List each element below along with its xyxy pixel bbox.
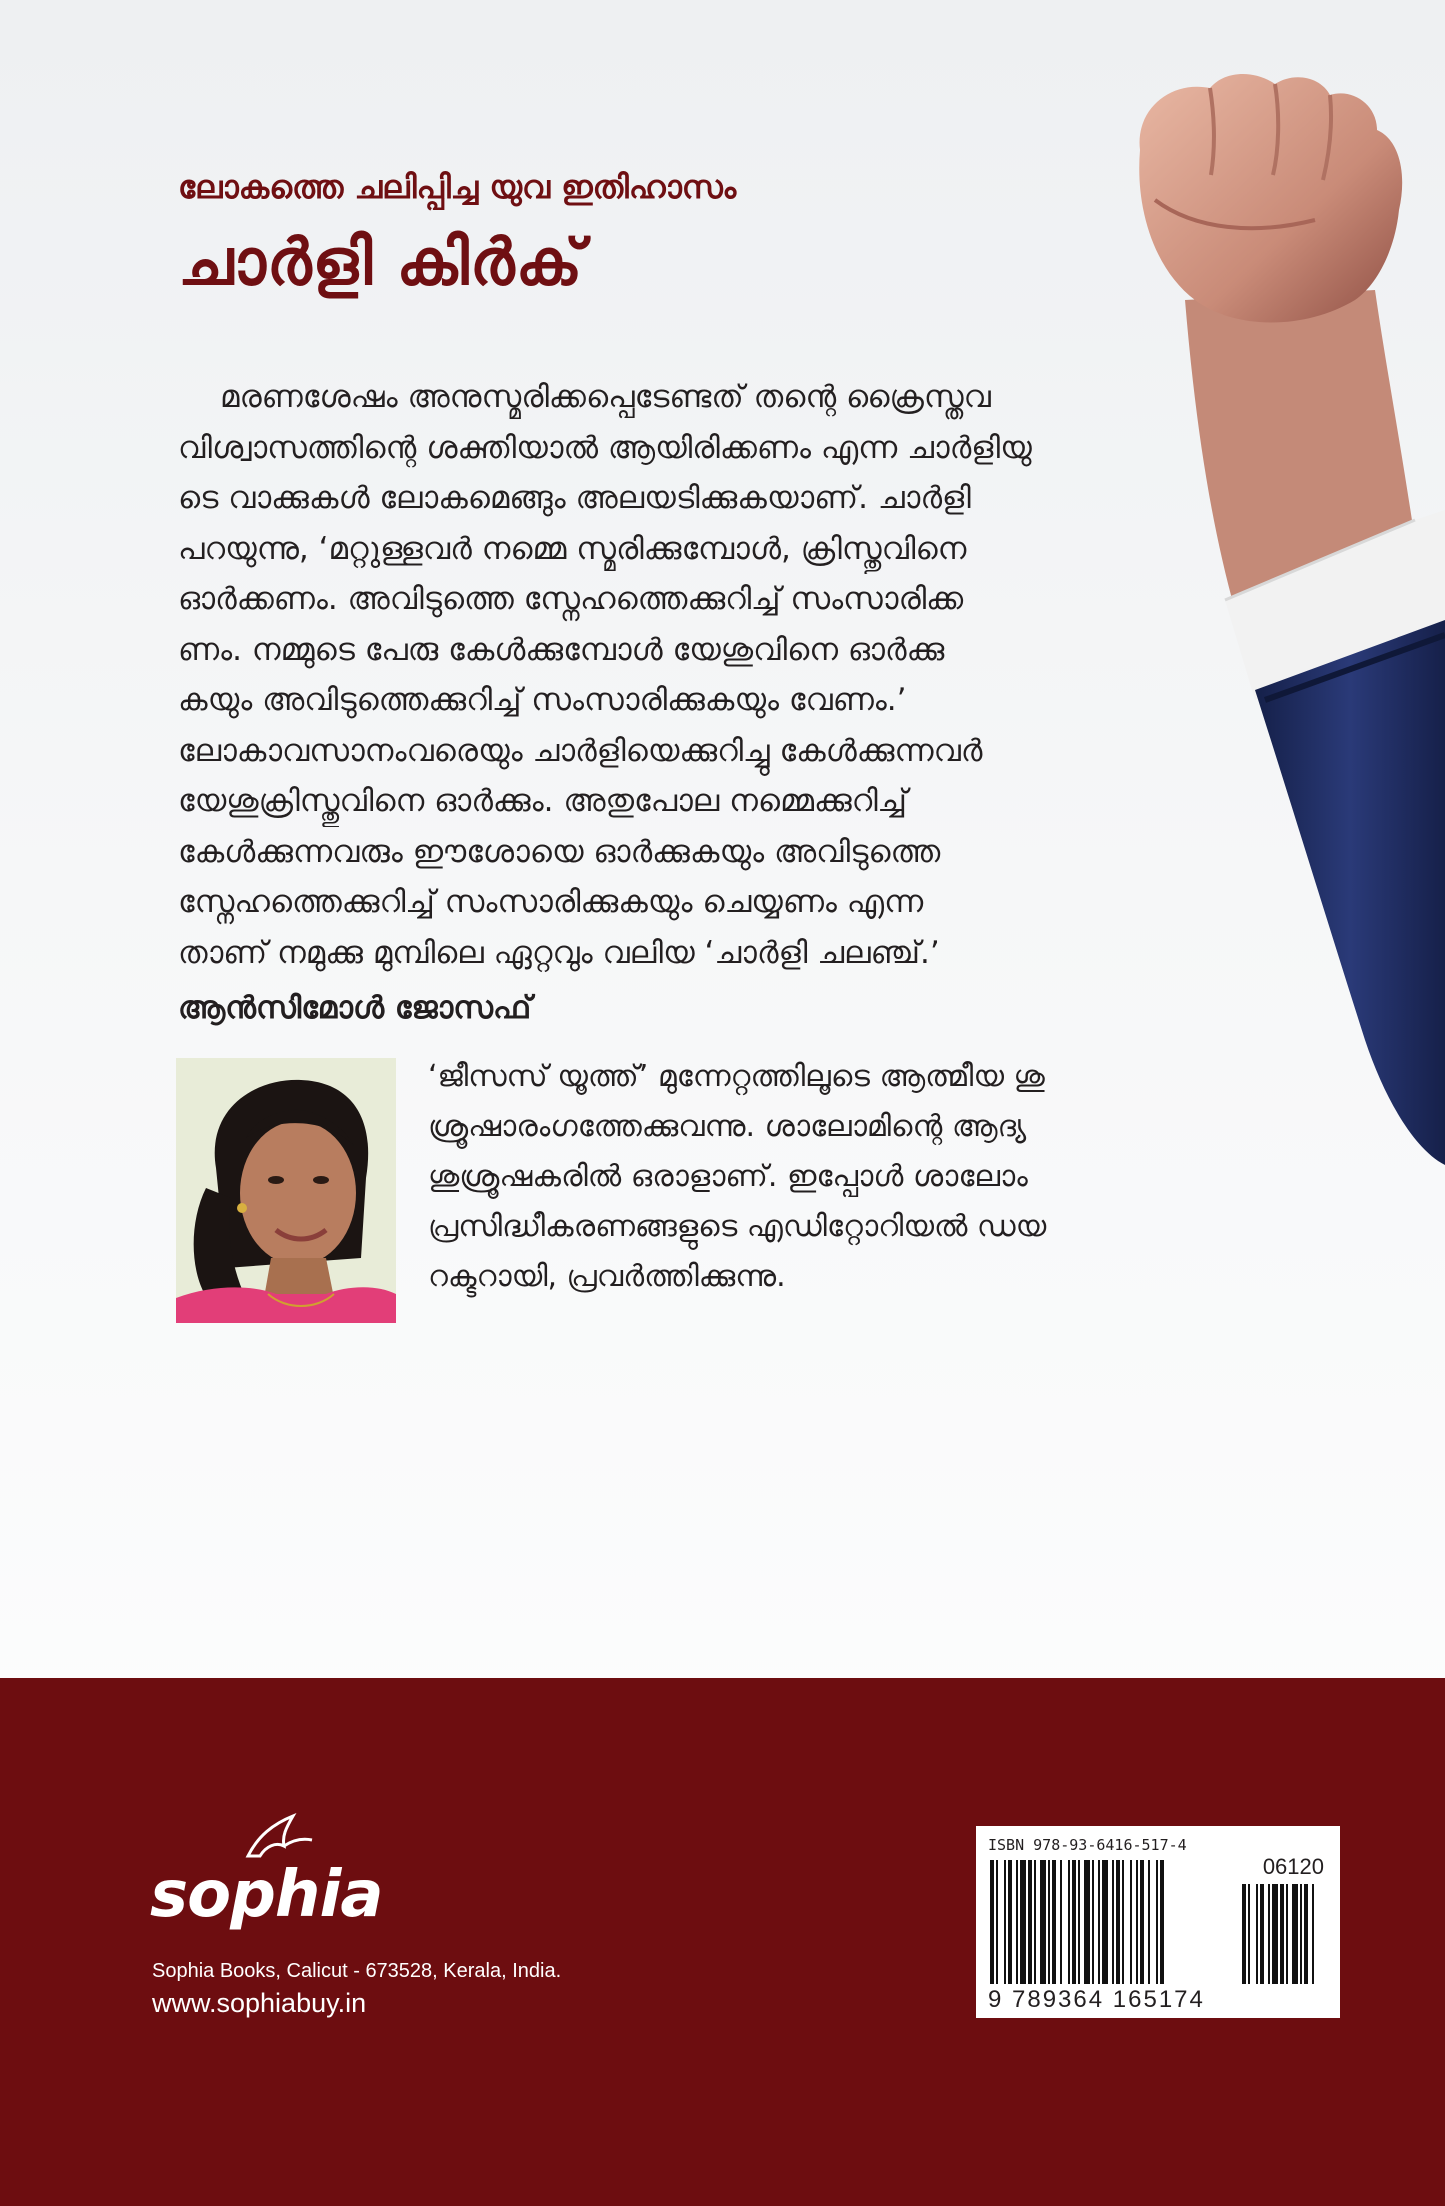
blurb-line: വിശ്വാസത്തിന്റെ ശക്തിയാൽ ആയിരിക്കണം എന്ന ചാർളിയു: [178, 429, 1032, 466]
bio-line: റക്ടറായി, പ്രവർത്തിക്കുന്നു.: [428, 1259, 786, 1294]
barcode-bar: [1004, 1860, 1006, 1984]
blurb-line: മരണശേഷം അനുസ്മരിക്കപ്പെടേണ്ടത് തന്റെ ക്രൈസ്തവ: [220, 379, 991, 415]
barcode-bar: [990, 1860, 994, 1984]
barcode-bar: [1116, 1860, 1120, 1984]
dove-icon: [238, 1806, 318, 1866]
barcode-bar: [1136, 1860, 1138, 1984]
isbn-label: ISBN 978-93-6416-517-4: [988, 1836, 1187, 1854]
bio-line: പ്രസിദ്ധീകരണങ്ങളുടെ എഡിറ്റോറിയൽ ഡയ: [428, 1209, 1047, 1244]
author-name: ആൻസിമോൾ ജോസഫ്: [178, 990, 532, 1026]
blurb-line: ടെ വാക്കുകൾ ലോകമെങ്ങും അലയടിക്കുകയാണ്. ചാർളി: [178, 480, 971, 516]
blurb-line: ണം. നമ്മുടെ പേരു കേൾക്കുമ്പോൾ യേശുവിനെ ഓർക്കു: [178, 631, 945, 668]
barcode-bar: [1052, 1860, 1056, 1984]
barcode-addon-bar: [1268, 1884, 1270, 1984]
author-bio: [428, 1052, 1208, 1302]
blurb-line: താണ് നമുക്കു മുമ്പിലെ ഏറ്റവും വലിയ ‘ചാർളി ചലഞ്ച്.’: [178, 934, 940, 971]
barcode-bar: [1112, 1860, 1114, 1984]
blurb-line: സ്നേഹത്തെക്കുറിച്ച് സംസാരിക്കുകയും ചെയ്യണം എന്ന: [178, 884, 924, 920]
barcode-addon-bar: [1286, 1884, 1288, 1984]
blurb-line: ലോകാവസാനംവരെയും ചാർളിയെക്കുറിച്ചു കേൾക്കുന്നവർ: [178, 732, 983, 769]
blurb-line: കയും അവിടുത്തെക്കുറിച്ച് സംസാരിക്കുകയും വേണം.’: [178, 682, 907, 718]
barcode-addon-bar: [1260, 1884, 1264, 1984]
barcode-bar: [1020, 1860, 1026, 1984]
book-subtitle: ലോകത്തെ ചലിപ്പിച്ച യുവ ഇതിഹാസം: [178, 168, 737, 206]
barcode-addon-bar: [1304, 1884, 1308, 1984]
sophia-logo: [150, 1806, 410, 1946]
blurb-line: യേശുക്രിസ്തുവിനെ ഓർക്കും. അതുപോല നമ്മെക്കുറിച്ച്: [178, 783, 907, 819]
barcode-addon-bar: [1256, 1884, 1258, 1984]
bio-line: ശുശ്രൂഷകരിൽ ഒരാളാണ്. ഇപ്പോൾ ശാലോം: [428, 1159, 1028, 1194]
barcode-addon-bar: [1242, 1884, 1246, 1984]
publisher-website[interactable]: www.sophiabuy.in: [152, 1988, 367, 2018]
bio-line: ശ്രൂഷാരംഗത്തേക്കുവന്നു. ശാലോമിന്റെ ആദ്യ: [428, 1109, 1027, 1144]
barcode-bar: [996, 1860, 998, 1984]
barcode-bar: [1122, 1860, 1124, 1984]
barcode-bar: [1092, 1860, 1094, 1984]
barcode-bar: [1040, 1860, 1046, 1984]
blurb-line: പറയുന്നു, ‘മറ്റുള്ളവർ നമ്മെ സ്മരിക്കുമ്പോൾ, ക്രിസ്തുവിനെ: [178, 530, 967, 567]
barcode-bar: [1156, 1860, 1158, 1984]
barcode-bar: [1072, 1860, 1076, 1984]
barcode-bar: [1098, 1860, 1100, 1984]
author-photo: [176, 1058, 396, 1323]
barcode-addon-bar: [1280, 1884, 1284, 1984]
blurb-paragraph: [178, 372, 1206, 978]
barcode-addon-bar: [1300, 1884, 1302, 1984]
publisher-address: Sophia Books, Calicut - 673528, Kerala, India.: [152, 1960, 562, 1982]
barcode-addon-bar: [1248, 1884, 1250, 1984]
blurb-line: കേൾക്കുന്നവരും ഈശോയെ ഓർക്കുകയും അവിടുത്തെ: [178, 833, 941, 870]
blurb-line: ഓർക്കണം. അവിടുത്തെ സ്നേഹത്തെക്കുറിച്ച് സംസാരിക്ക: [178, 581, 964, 617]
barcode-addon-bar: [1272, 1884, 1278, 1984]
barcode-addon-bar: [1292, 1884, 1298, 1984]
barcode-bar: [1068, 1860, 1070, 1984]
barcode-panel: [976, 1826, 1340, 2018]
barcode-bar: [1084, 1860, 1090, 1984]
barcode-bar: [1008, 1860, 1012, 1984]
barcode-bar: [1060, 1860, 1062, 1984]
barcode-bar: [1102, 1860, 1108, 1984]
logo-wordmark: sophia: [150, 1858, 383, 1932]
barcode-bar: [1034, 1860, 1036, 1984]
barcode-bar: [1148, 1860, 1150, 1984]
barcode-bar: [1140, 1860, 1144, 1984]
barcode-bar: [1078, 1860, 1080, 1984]
book-title: ചാർളി കിർക്: [178, 226, 584, 300]
barcode-bar: [1016, 1860, 1018, 1984]
barcode-bar: [1028, 1860, 1032, 1984]
barcode-bar: [1130, 1860, 1132, 1984]
barcode-bar: [1160, 1860, 1164, 1984]
barcode-bar: [1048, 1860, 1050, 1984]
barcode-addon-bar: [1312, 1884, 1314, 1984]
barcode-number: 9 789364 165174: [988, 1986, 1205, 2013]
price-code: 06120: [1262, 1854, 1324, 1879]
bio-line: ‘ജീസസ് യൂത്ത്’ മുന്നേറ്റത്തിലൂടെ ആത്മീയ ശു: [428, 1059, 1045, 1094]
